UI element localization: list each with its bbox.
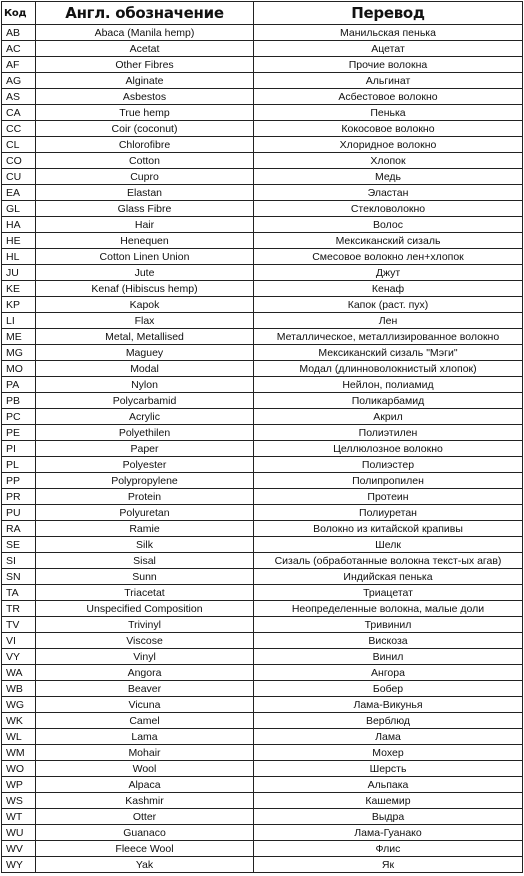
- cell-english: Cotton: [36, 153, 254, 169]
- table-row: [2, 25, 523, 41]
- cell-translation: Шерсть: [254, 761, 523, 777]
- cell-translation: Тривинил: [254, 617, 523, 633]
- cell-english: Polyuretan: [36, 505, 254, 521]
- table-row: [2, 681, 523, 697]
- cell-english: Angora: [36, 665, 254, 681]
- cell-translation: Полипропилен: [254, 473, 523, 489]
- cell-translation: Альгинат: [254, 73, 523, 89]
- cell-translation: Мексиканский сизаль "Мэги": [254, 345, 523, 361]
- table-row: [2, 521, 523, 537]
- cell-code: KP: [2, 297, 36, 313]
- cell-translation: Сизаль (обработанные волокна текст-ых агав): [254, 553, 523, 569]
- cell-translation: Триацетат: [254, 585, 523, 601]
- cell-english: Mohair: [36, 745, 254, 761]
- table-row: [2, 153, 523, 169]
- cell-english: Kenaf (Hibiscus hemp): [36, 281, 254, 297]
- table-row: [2, 281, 523, 297]
- cell-translation: Кашемир: [254, 793, 523, 809]
- cell-english: Elastan: [36, 185, 254, 201]
- cell-code: HE: [2, 233, 36, 249]
- cell-english: Paper: [36, 441, 254, 457]
- cell-code: JU: [2, 265, 36, 281]
- cell-code: AG: [2, 73, 36, 89]
- cell-code: PB: [2, 393, 36, 409]
- cell-translation: Ангора: [254, 665, 523, 681]
- cell-english: Polypropylene: [36, 473, 254, 489]
- cell-english: Ramie: [36, 521, 254, 537]
- cell-english: Polyester: [36, 457, 254, 473]
- table-row: [2, 393, 523, 409]
- cell-translation: Флис: [254, 841, 523, 857]
- cell-code: WU: [2, 825, 36, 841]
- cell-translation: Кокосовое волокно: [254, 121, 523, 137]
- table-row: [2, 857, 523, 873]
- table-row: [2, 265, 523, 281]
- cell-english: Sunn: [36, 569, 254, 585]
- cell-code: WV: [2, 841, 36, 857]
- cell-code: HA: [2, 217, 36, 233]
- fibre-codes-table: [1, 1, 523, 873]
- cell-code: TR: [2, 601, 36, 617]
- cell-code: AB: [2, 25, 36, 41]
- cell-english: True hemp: [36, 105, 254, 121]
- cell-code: CA: [2, 105, 36, 121]
- header-english: Англ. обозначение: [36, 2, 254, 25]
- cell-translation: Протеин: [254, 489, 523, 505]
- table-row: [2, 425, 523, 441]
- cell-code: PR: [2, 489, 36, 505]
- cell-code: HL: [2, 249, 36, 265]
- cell-code: TA: [2, 585, 36, 601]
- cell-code: CO: [2, 153, 36, 169]
- cell-english: Fleece Wool: [36, 841, 254, 857]
- cell-code: CU: [2, 169, 36, 185]
- cell-english: Triacetat: [36, 585, 254, 601]
- cell-code: WS: [2, 793, 36, 809]
- table-header: [2, 2, 523, 25]
- cell-translation: Волокно из китайской крапивы: [254, 521, 523, 537]
- cell-translation: Медь: [254, 169, 523, 185]
- cell-code: AS: [2, 89, 36, 105]
- table-row: [2, 313, 523, 329]
- table-row: [2, 713, 523, 729]
- cell-translation: Акрил: [254, 409, 523, 425]
- cell-english: Trivinyl: [36, 617, 254, 633]
- cell-code: PA: [2, 377, 36, 393]
- cell-english: Kashmir: [36, 793, 254, 809]
- table-row: [2, 57, 523, 73]
- cell-english: Abaca (Manila hemp): [36, 25, 254, 41]
- table-row: [2, 505, 523, 521]
- cell-code: PU: [2, 505, 36, 521]
- cell-english: Coir (coconut): [36, 121, 254, 137]
- table-body: [2, 25, 523, 873]
- cell-code: PC: [2, 409, 36, 425]
- cell-code: PI: [2, 441, 36, 457]
- cell-english: Beaver: [36, 681, 254, 697]
- cell-english: Modal: [36, 361, 254, 377]
- cell-english: Guanaco: [36, 825, 254, 841]
- table-row: [2, 489, 523, 505]
- cell-translation: Шелк: [254, 537, 523, 553]
- cell-translation: Хлопок: [254, 153, 523, 169]
- cell-code: WA: [2, 665, 36, 681]
- cell-translation: Металлическое, металлизированное волокно: [254, 329, 523, 345]
- table-row: [2, 233, 523, 249]
- table-row: [2, 441, 523, 457]
- cell-english: Jute: [36, 265, 254, 281]
- cell-code: WG: [2, 697, 36, 713]
- cell-english: Acrylic: [36, 409, 254, 425]
- cell-code: WT: [2, 809, 36, 825]
- cell-english: Other Fibres: [36, 57, 254, 73]
- table-row: [2, 185, 523, 201]
- cell-code: GL: [2, 201, 36, 217]
- cell-english: Hair: [36, 217, 254, 233]
- cell-english: Chlorofibre: [36, 137, 254, 153]
- table-row: [2, 697, 523, 713]
- cell-code: WY: [2, 857, 36, 873]
- table-row: [2, 329, 523, 345]
- cell-code: AF: [2, 57, 36, 73]
- cell-english: Henequen: [36, 233, 254, 249]
- table-row: [2, 345, 523, 361]
- cell-code: PL: [2, 457, 36, 473]
- cell-code: VY: [2, 649, 36, 665]
- cell-english: Viscose: [36, 633, 254, 649]
- cell-english: Cupro: [36, 169, 254, 185]
- cell-code: PP: [2, 473, 36, 489]
- cell-english: Glass Fibre: [36, 201, 254, 217]
- cell-english: Protein: [36, 489, 254, 505]
- cell-code: WB: [2, 681, 36, 697]
- cell-english: Otter: [36, 809, 254, 825]
- cell-english: Camel: [36, 713, 254, 729]
- table-row: [2, 473, 523, 489]
- cell-translation: Поликарбамид: [254, 393, 523, 409]
- cell-code: SI: [2, 553, 36, 569]
- cell-code: MG: [2, 345, 36, 361]
- table-row: [2, 217, 523, 233]
- cell-translation: Целлюлозное волокно: [254, 441, 523, 457]
- cell-english: Acetat: [36, 41, 254, 57]
- cell-translation: Лен: [254, 313, 523, 329]
- table-row: [2, 585, 523, 601]
- cell-english: Yak: [36, 857, 254, 873]
- table-row: [2, 617, 523, 633]
- cell-english: Metal, Metallised: [36, 329, 254, 345]
- cell-english: Polycarbamid: [36, 393, 254, 409]
- cell-english: Asbestos: [36, 89, 254, 105]
- cell-code: LI: [2, 313, 36, 329]
- table-row: [2, 169, 523, 185]
- cell-translation: Як: [254, 857, 523, 873]
- cell-translation: Ацетат: [254, 41, 523, 57]
- table-row: [2, 777, 523, 793]
- table-row: [2, 121, 523, 137]
- cell-code: MO: [2, 361, 36, 377]
- cell-code: CC: [2, 121, 36, 137]
- table-row: [2, 105, 523, 121]
- cell-translation: Прочие волокна: [254, 57, 523, 73]
- table-row: [2, 361, 523, 377]
- cell-english: Alginate: [36, 73, 254, 89]
- cell-translation: Лама-Гуанако: [254, 825, 523, 841]
- cell-translation: Неопределенные волокна, малые доли: [254, 601, 523, 617]
- table-row: [2, 569, 523, 585]
- cell-english: Unspecified Composition: [36, 601, 254, 617]
- cell-translation: Волос: [254, 217, 523, 233]
- cell-translation: Нейлон, полиамид: [254, 377, 523, 393]
- table-row: [2, 601, 523, 617]
- header-code: Код: [2, 2, 36, 25]
- header-translation: Перевод: [254, 2, 523, 25]
- cell-english: Polyethilen: [36, 425, 254, 441]
- table-row: [2, 537, 523, 553]
- table-row: [2, 665, 523, 681]
- cell-code: TV: [2, 617, 36, 633]
- cell-translation: Манильская пенька: [254, 25, 523, 41]
- cell-code: ME: [2, 329, 36, 345]
- cell-code: KE: [2, 281, 36, 297]
- cell-english: Flax: [36, 313, 254, 329]
- cell-translation: Кенаф: [254, 281, 523, 297]
- table-row: [2, 137, 523, 153]
- cell-code: WP: [2, 777, 36, 793]
- cell-translation: Полиуретан: [254, 505, 523, 521]
- table-row: [2, 825, 523, 841]
- cell-code: PE: [2, 425, 36, 441]
- table-row: [2, 249, 523, 265]
- table-row: [2, 297, 523, 313]
- table-row: [2, 841, 523, 857]
- table-row: [2, 761, 523, 777]
- cell-translation: Мохер: [254, 745, 523, 761]
- cell-code: CL: [2, 137, 36, 153]
- cell-translation: Полиэтилен: [254, 425, 523, 441]
- cell-code: AC: [2, 41, 36, 57]
- cell-translation: Выдра: [254, 809, 523, 825]
- cell-translation: Смесовое волокно лен+хлопок: [254, 249, 523, 265]
- cell-code: WL: [2, 729, 36, 745]
- cell-english: Nylon: [36, 377, 254, 393]
- cell-translation: Лама-Викунья: [254, 697, 523, 713]
- cell-translation: Пенька: [254, 105, 523, 121]
- table-row: [2, 553, 523, 569]
- cell-english: Cotton Linen Union: [36, 249, 254, 265]
- cell-english: Lama: [36, 729, 254, 745]
- table-row: [2, 649, 523, 665]
- table-row: [2, 793, 523, 809]
- cell-code: WK: [2, 713, 36, 729]
- cell-translation: Капок (раст. пух): [254, 297, 523, 313]
- cell-translation: Эластан: [254, 185, 523, 201]
- cell-translation: Модал (длинноволокнистый хлопок): [254, 361, 523, 377]
- cell-code: RA: [2, 521, 36, 537]
- cell-english: Alpaca: [36, 777, 254, 793]
- table-row: [2, 633, 523, 649]
- cell-code: SE: [2, 537, 36, 553]
- cell-code: WO: [2, 761, 36, 777]
- cell-english: Vinyl: [36, 649, 254, 665]
- cell-english: Sisal: [36, 553, 254, 569]
- table-row: [2, 457, 523, 473]
- cell-translation: Полиэстер: [254, 457, 523, 473]
- cell-translation: Асбестовое волокно: [254, 89, 523, 105]
- cell-translation: Хлоридное волокно: [254, 137, 523, 153]
- cell-translation: Стекловолокно: [254, 201, 523, 217]
- cell-translation: Винил: [254, 649, 523, 665]
- table-row: [2, 745, 523, 761]
- cell-english: Wool: [36, 761, 254, 777]
- table-row: [2, 41, 523, 57]
- cell-english: Maguey: [36, 345, 254, 361]
- cell-code: SN: [2, 569, 36, 585]
- cell-english: Kapok: [36, 297, 254, 313]
- cell-translation: Джут: [254, 265, 523, 281]
- cell-code: WM: [2, 745, 36, 761]
- cell-english: Silk: [36, 537, 254, 553]
- cell-code: EA: [2, 185, 36, 201]
- cell-translation: Альпака: [254, 777, 523, 793]
- cell-translation: Индийская пенька: [254, 569, 523, 585]
- table-row: [2, 377, 523, 393]
- cell-translation: Вискоза: [254, 633, 523, 649]
- cell-translation: Верблюд: [254, 713, 523, 729]
- cell-english: Vicuna: [36, 697, 254, 713]
- table-row: [2, 729, 523, 745]
- cell-translation: Лама: [254, 729, 523, 745]
- table-row: [2, 409, 523, 425]
- cell-translation: Мексиканский сизаль: [254, 233, 523, 249]
- header-row: [2, 2, 523, 25]
- cell-code: VI: [2, 633, 36, 649]
- cell-translation: Бобер: [254, 681, 523, 697]
- table-row: [2, 89, 523, 105]
- table-row: [2, 73, 523, 89]
- table-row: [2, 809, 523, 825]
- table-row: [2, 201, 523, 217]
